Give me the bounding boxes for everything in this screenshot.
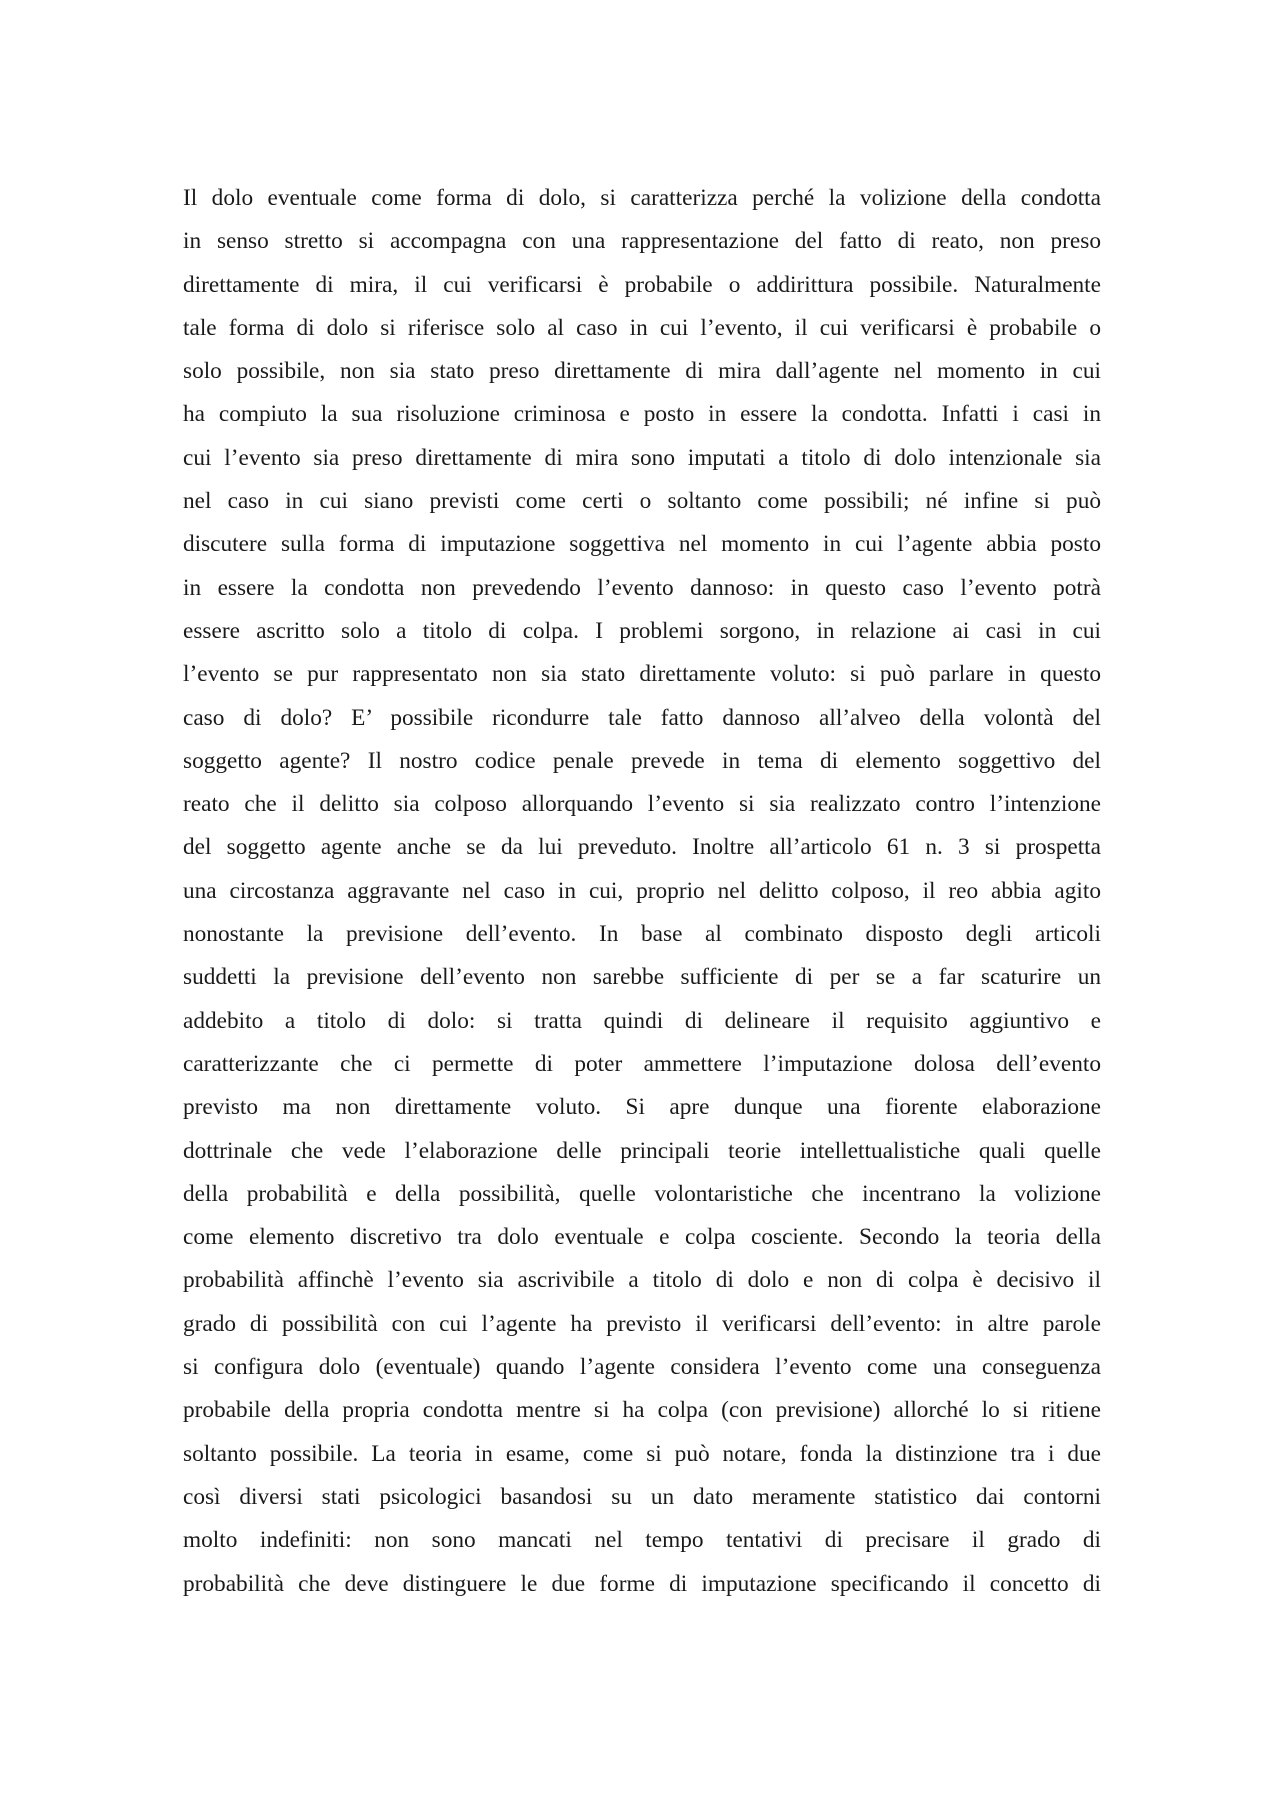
paragraph-line: grado di possibilità con cui l’agente ha previsto il verificarsi dell’evento: in altre parole — [183, 1310, 1101, 1337]
paragraph-line: nonostante la previsione dell’evento. In base al combinato disposto degli articoli — [183, 921, 1101, 948]
paragraph-line: dottrinale che vede l’elaborazione delle principali teorie intellettualistiche quali quelle — [183, 1137, 1101, 1164]
body-paragraph — [183, 177, 1101, 1606]
paragraph-line: si configura dolo (eventuale) quando l’agente considera l’evento come una conseguenza — [183, 1354, 1101, 1381]
paragraph-line: solo possibile, non sia stato preso direttamente di mira dall’agente nel momento in cui — [183, 358, 1101, 385]
paragraph-line: caratterizzante che ci permette di poter ammettere l’imputazione dolosa dell’evento — [183, 1050, 1101, 1077]
paragraph-line: nel caso in cui siano previsti come certi o soltanto come possibili; né infine si può — [183, 488, 1101, 515]
paragraph-line: probabile della propria condotta mentre si ha colpa (con previsione) allorché lo si ritiene — [183, 1397, 1101, 1424]
paragraph-line: direttamente di mira, il cui verificarsi è probabile o addirittura possibile. Naturalmente — [183, 271, 1101, 298]
paragraph-line: in senso stretto si accompagna con una rappresentazione del fatto di reato, non preso — [183, 228, 1101, 255]
paragraph-line: previsto ma non direttamente voluto. Si apre dunque una fiorente elaborazione — [183, 1094, 1101, 1121]
paragraph-line: essere ascritto solo a titolo di colpa. I problemi sorgono, in relazione ai casi in cui — [183, 617, 1101, 644]
paragraph-line: addebito a titolo di dolo: si tratta quindi di delineare il requisito aggiuntivo e — [183, 1007, 1101, 1034]
paragraph-line: ha compiuto la sua risoluzione criminosa e posto in essere la condotta. Infatti i casi in — [183, 401, 1101, 428]
paragraph-line: così diversi stati psicologici basandosi su un dato meramente statistico dai contorni — [183, 1483, 1101, 1510]
paragraph-line: una circostanza aggravante nel caso in cui, proprio nel delitto colposo, il reo abbia agito — [183, 877, 1101, 904]
paragraph-line: probabilità affinchè l’evento sia ascrivibile a titolo di dolo e non di colpa è decisivo il — [183, 1267, 1101, 1294]
paragraph-line: l’evento se pur rappresentato non sia stato direttamente voluto: si può parlare in questo — [183, 661, 1101, 688]
paragraph-line: cui l’evento sia preso direttamente di mira sono imputati a titolo di dolo intenzionale sia — [183, 444, 1101, 471]
paragraph-line: Il dolo eventuale come forma di dolo, si caratterizza perché la volizione della condotta — [183, 185, 1101, 211]
paragraph-line: caso di dolo? E’ possibile ricondurre tale fatto dannoso all’alveo della volontà del — [183, 704, 1101, 731]
paragraph-line: in essere la condotta non prevedendo l’evento dannoso: in questo caso l’evento potrà — [183, 574, 1101, 601]
paragraph-line: soltanto possibile. La teoria in esame, come si può notare, fonda la distinzione tra i due — [183, 1440, 1101, 1467]
paragraph-line: del soggetto agente anche se da lui preveduto. Inoltre all’articolo 61 n. 3 si prospetta — [183, 834, 1101, 861]
paragraph-line: della probabilità e della possibilità, quelle volontaristiche che incentrano la volizione — [183, 1180, 1101, 1207]
paragraph-line: probabilità che deve distinguere le due forme di imputazione specificando il concetto di — [183, 1570, 1101, 1597]
paragraph-line: come elemento discretivo tra dolo eventuale e colpa cosciente. Secondo la teoria della — [183, 1224, 1101, 1251]
paragraph-line: suddetti la previsione dell’evento non sarebbe sufficiente di per se a far scaturire un — [183, 964, 1101, 991]
paragraph-line: molto indefiniti: non sono mancati nel tempo tentativi di precisare il grado di — [183, 1527, 1101, 1554]
paragraph-line: reato che il delitto sia colposo allorquando l’evento si sia realizzato contro l’intenzione — [183, 791, 1101, 818]
paragraph-line: soggetto agente? Il nostro codice penale prevede in tema di elemento soggettivo del — [183, 747, 1101, 774]
paragraph-line: discutere sulla forma di imputazione soggettiva nel momento in cui l’agente abbia posto — [183, 531, 1101, 558]
paragraph-line: tale forma di dolo si riferisce solo al caso in cui l’evento, il cui verificarsi è probabile o — [183, 314, 1101, 341]
